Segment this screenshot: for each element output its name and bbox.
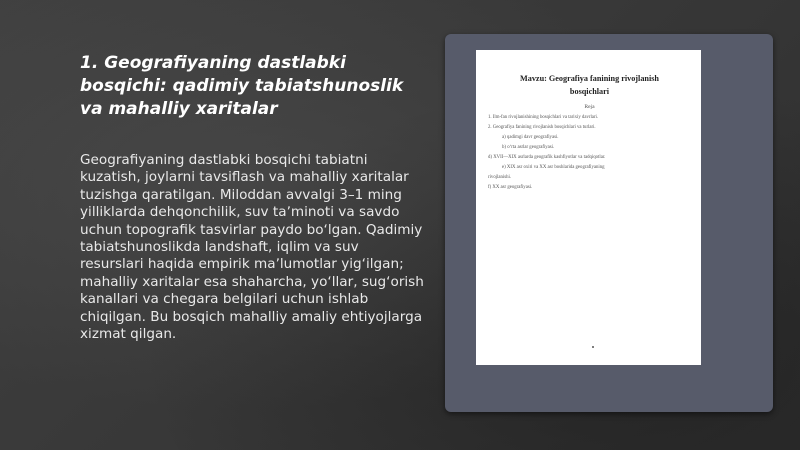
- document-line: b) oʻrta asrlar geografiyasi.: [502, 145, 555, 150]
- document-line: f) XX asr geografiyasi.: [488, 185, 533, 190]
- document-heading-line1: Mavzu: Geografiya fanining rivojlanish: [520, 74, 659, 83]
- document-line: 1. Ilm-fan rivojlanishining bosqichlari va tarixiy davrlari.: [488, 115, 599, 120]
- document-line: d) XVII—XIX asrlarda geografik kashfiyotlar va tadqiqotlar.: [488, 155, 606, 160]
- document-heading-line2: bosqichlari: [569, 87, 610, 96]
- slide-title: 1. Geografiyaning dastlabki bosqichi: qadimiy tabiatshunoslik va mahalliy xaritalar: [80, 53, 404, 119]
- document-line: a) qadimgi davr geografiyasi.: [502, 135, 559, 140]
- document-line: e) XIX asr oxiri va XX asr boshlarida geografiyaning: [502, 165, 605, 170]
- document-line: rivojlanishi.: [488, 175, 512, 180]
- page-dot: [592, 346, 594, 348]
- document-page: [476, 50, 701, 365]
- slide-body-text: Geografiyaning dastlabki bosqichi tabiatni kuzatish, joylarni tavsiflash va mahalliy xaritalar tuzishga qaratilgan. Miloddan avvalgi 3–1 ming yilliklarda dehqonchilik, suv taʼminoti va savdo uchun topografik tasvirlar paydo boʻlgan. Qadimiy tabiatshunoslikda landshaft, iqlim va suv resurslari haqida empirik maʼlumotlar yigʻilgan; mahalliy xaritalar esa shaharcha, yoʻllar, sugʻorish kanallari va chegara belgilari uchun ishlab chiqilgan. Bu bosqich mahalliy amaliy ehtiyojlarga xizmat qilgan.: [80, 152, 424, 343]
- document-line: 2. Geografiya fanining rivojlanish bosqichlari va turlari.: [488, 125, 596, 130]
- document-subheading: Reja: [584, 104, 595, 110]
- document-heading: [488, 72, 691, 98]
